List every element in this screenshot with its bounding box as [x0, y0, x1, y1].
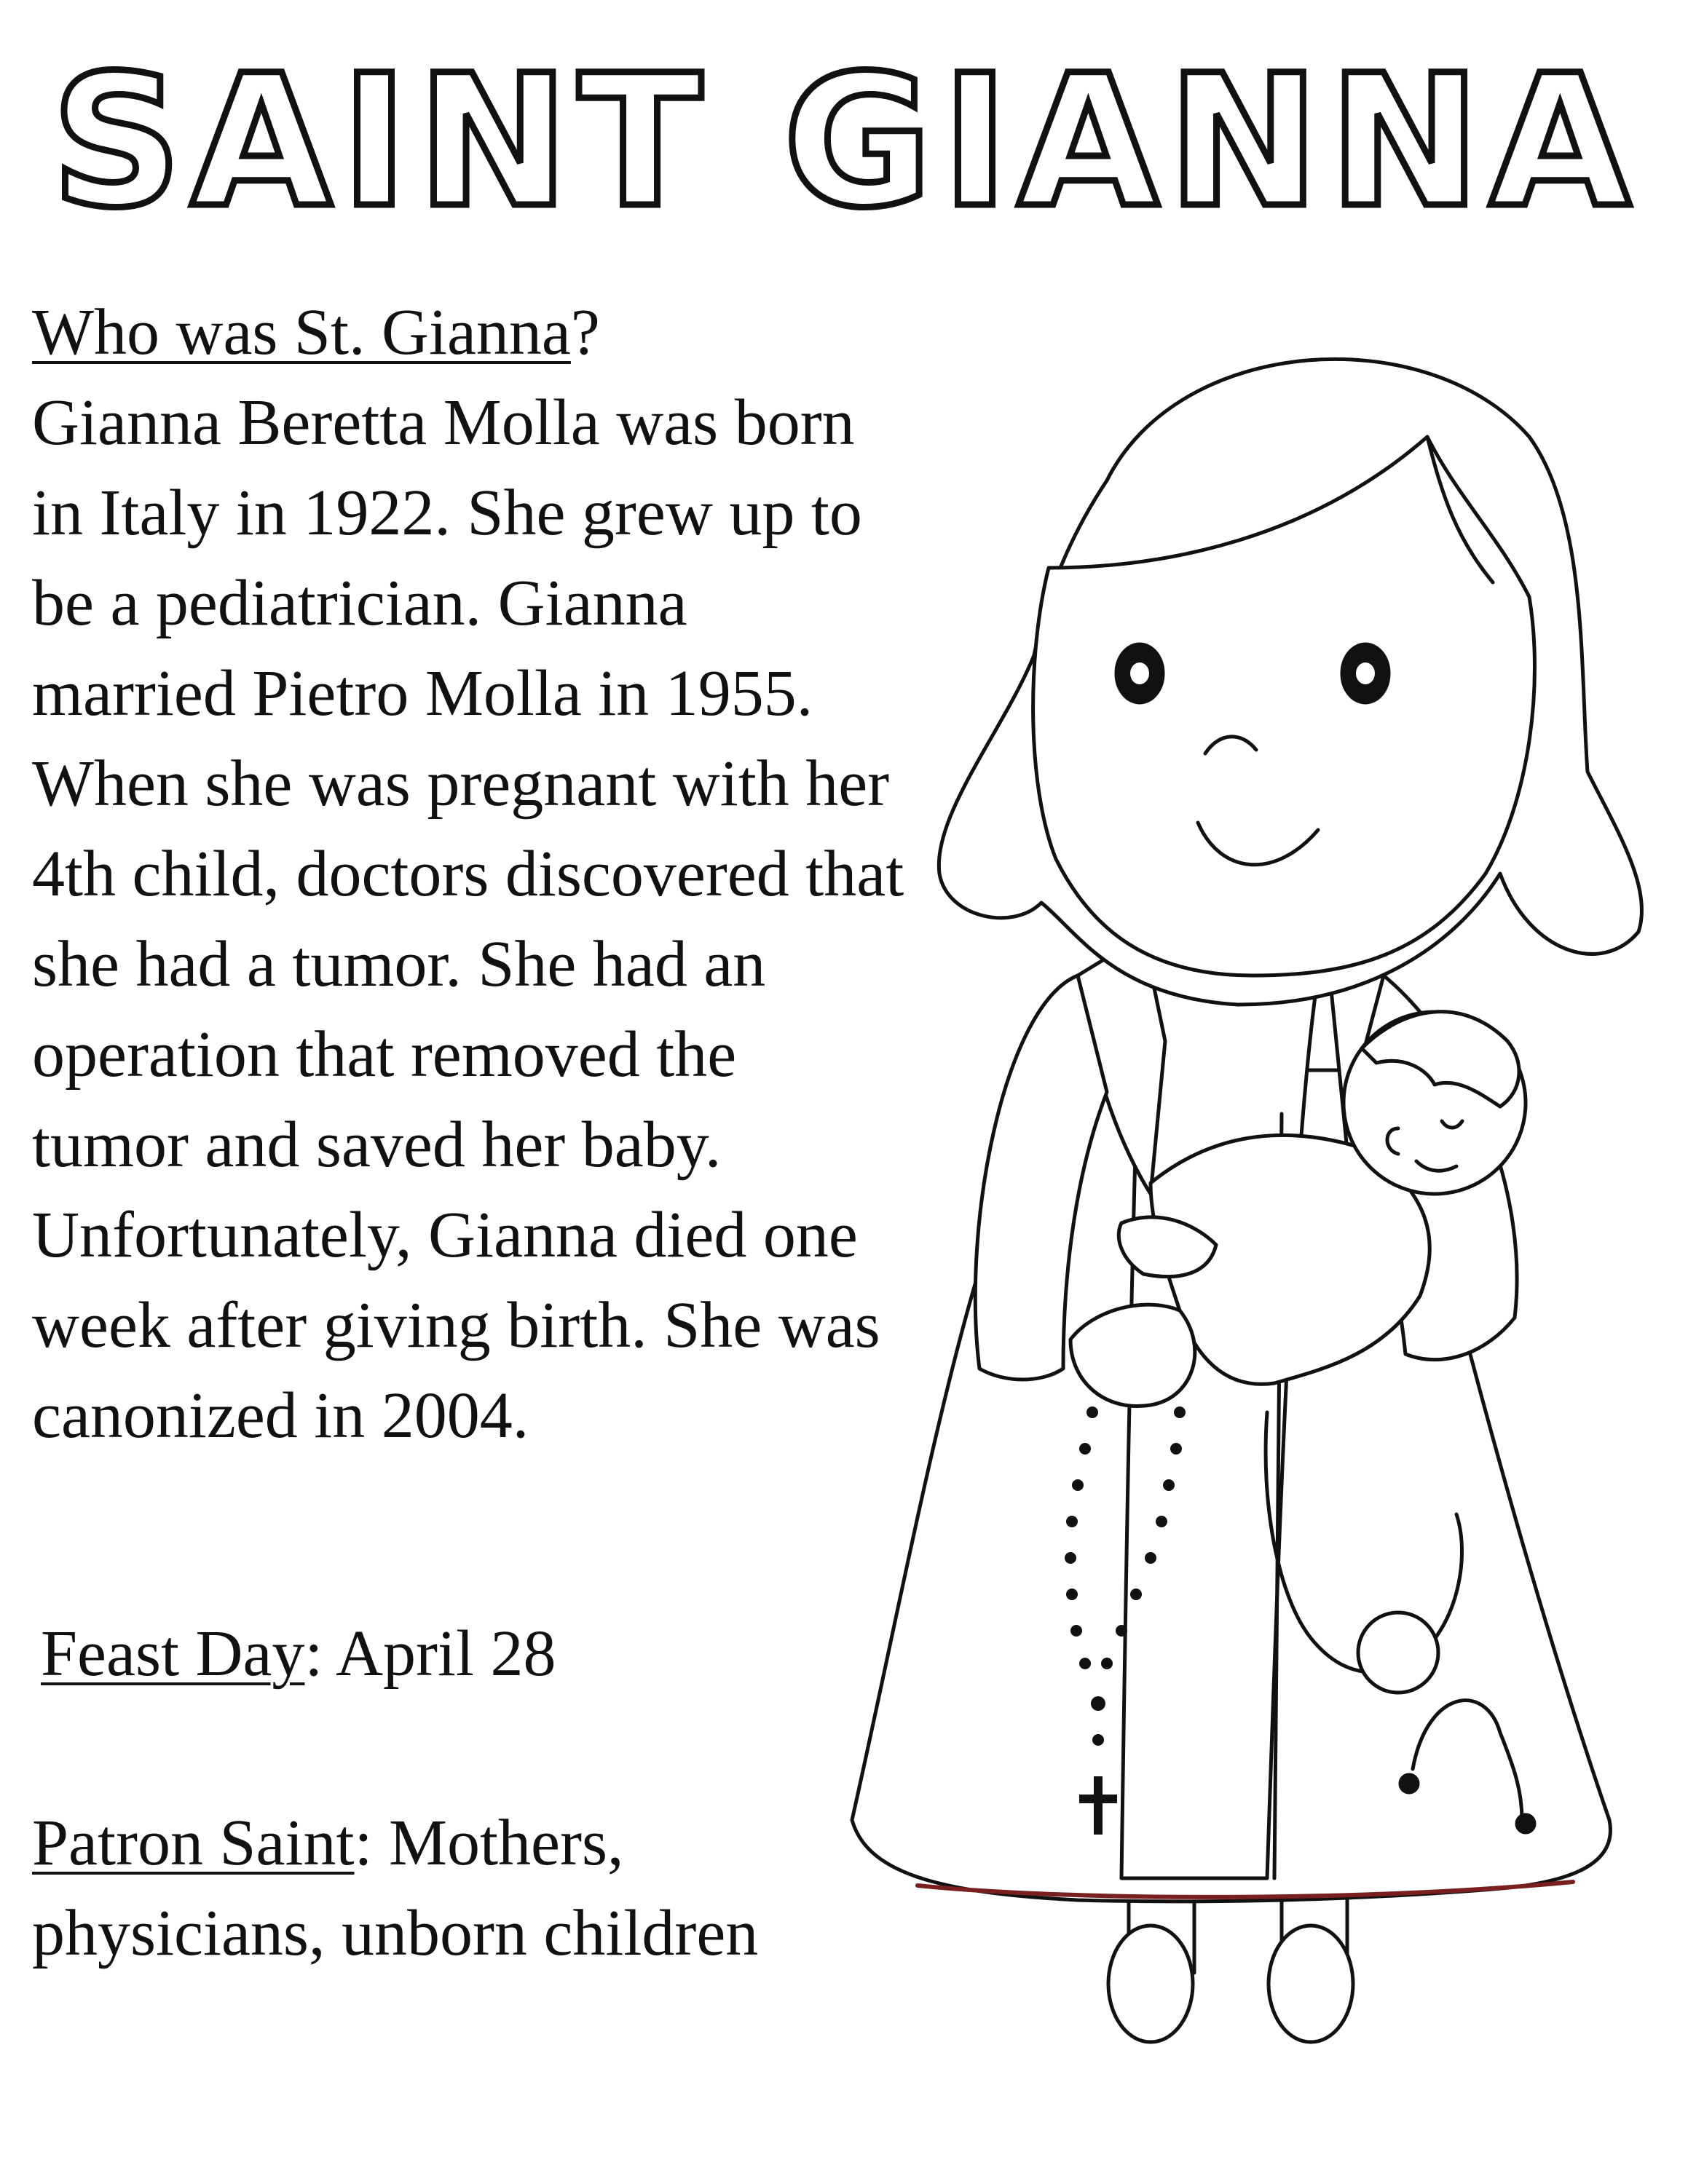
intro-heading-punct: ?: [570, 296, 600, 368]
feast-day-label: Feast Day: [41, 1618, 305, 1690]
patron-saint-label: Patron Saint: [32, 1807, 355, 1879]
feast-day-value: April 28: [335, 1618, 556, 1690]
page-title: SAINT GIANNA: [51, 36, 1639, 248]
feast-day-sep: :: [304, 1618, 336, 1690]
stethoscope-chest-piece: [1358, 1613, 1438, 1693]
intro-section: [32, 288, 906, 1461]
intro-body: Gianna Beretta Molla was born in Italy in 1922. She grew up to be a pediatrician. Gianna married Pietro Molla in 1955. When she was pregnant with her 4th child, doctors discovered that she had a tumor. She had an operation that removed the tumor and saved her baby. Unfortunately, Gianna died one week after giving birth. She was canonized in 2004.: [32, 387, 904, 1452]
intro-heading-line: [32, 288, 906, 378]
left-shoe: [1108, 1926, 1193, 2042]
right-shoe: [1269, 1926, 1353, 2042]
patron-saint-value: Mothers, physicians, unborn children: [32, 1807, 759, 1969]
rosary-cross-vertical: [1094, 1776, 1103, 1835]
patron-saint-line: [32, 1798, 833, 1979]
saint-gianna-illustration: [801, 277, 1675, 2155]
intro-heading: Who was St. Gianna: [32, 296, 571, 368]
rosary-cross-horizontal: [1079, 1795, 1117, 1803]
feast-day-line: [41, 1609, 556, 1699]
patron-saint-sep: :: [354, 1807, 390, 1879]
